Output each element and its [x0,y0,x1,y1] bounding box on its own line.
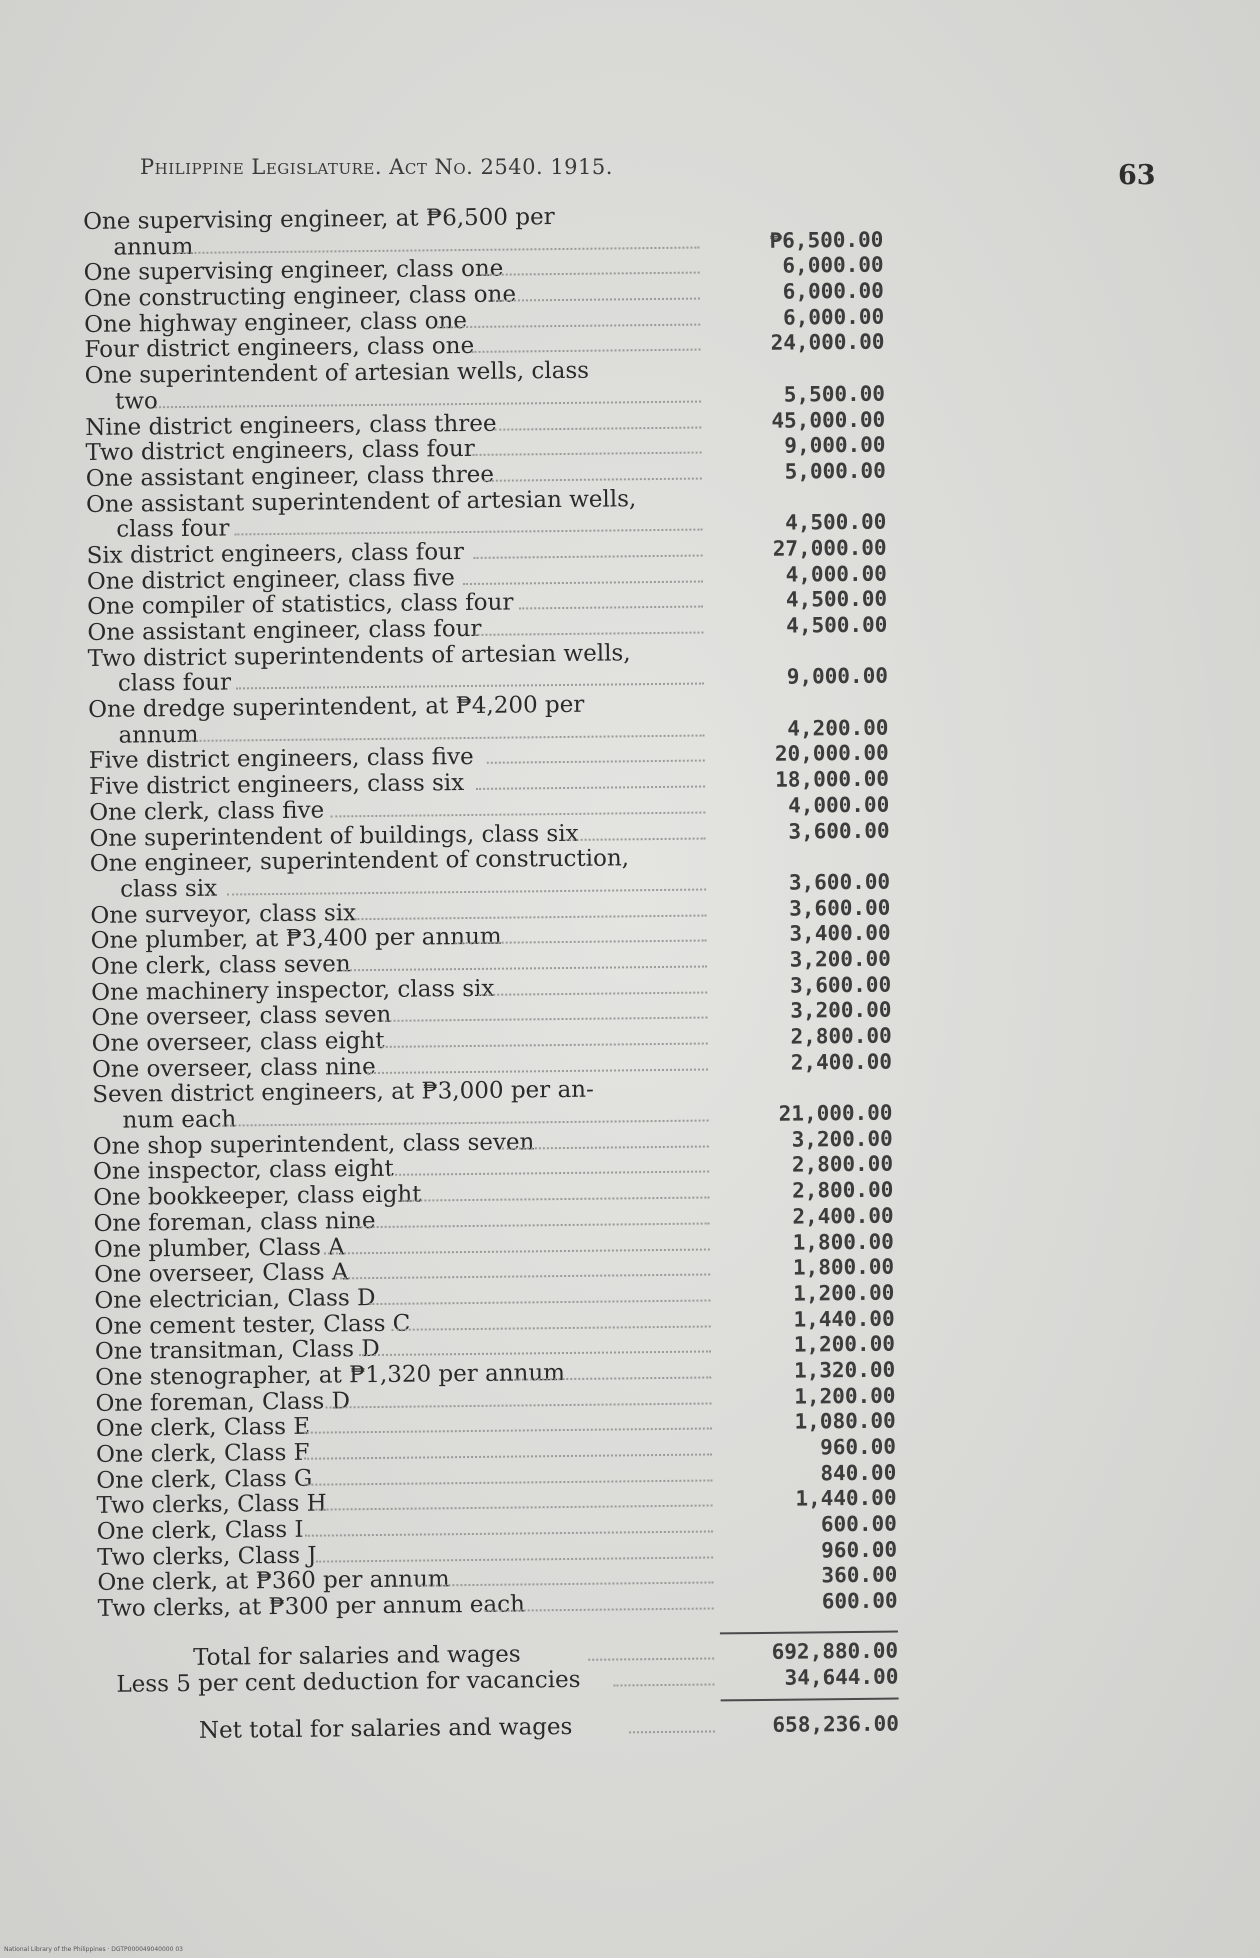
total-label: Total for salaries and wages [193,1641,521,1671]
salary-item-label: One stenographer, at ₱1,320 per annum [95,1359,566,1391]
salary-item-label: One clerk, at ₱360 per annum [97,1566,450,1597]
salary-item-amount: 960.00 [820,1434,897,1460]
salary-item-label: One inspector, class eight [92,1156,394,1186]
salary-item-label: One plumber, at ₱3,400 per annum [90,923,502,955]
salary-item-amount: 3,400.00 [789,920,891,946]
salary-item-label: One compiler of statistics, class four [87,589,514,621]
salary-item-label: Two district superintendents of artesian wells, [87,639,631,672]
salary-item-amount: 3,600.00 [789,972,892,998]
salary-item-label: class four [116,515,230,543]
salary-item-label: Five district engineers, class five [88,744,474,775]
salary-item-amount: 45,000.00 [771,407,886,433]
salary-item-amount: 1,320.00 [793,1357,896,1383]
dot-leader [155,400,701,408]
dot-leader [613,1683,714,1686]
salary-item-amount: 3,200.00 [790,997,892,1023]
salary-item-amount: 1,200.00 [794,1383,896,1409]
salary-item-label: One shop superintendent, class seven [92,1129,535,1160]
salary-item-amount: 3,600.00 [789,895,891,921]
dot-leader [324,1248,710,1254]
salary-item-label: class four [117,669,232,698]
salary-item-amount: 840.00 [820,1460,897,1486]
salary-item-label: One assistant superintendent of artesian wells, [85,485,637,518]
dot-leader [218,1120,708,1127]
dot-leader [482,272,700,276]
salary-item-label: Five district engineers, class six [88,770,465,801]
salary-item-label: One clerk, Class G [96,1465,313,1494]
salary-item-label: class six [119,875,218,903]
salary-item-amount: 2,800.00 [791,1152,894,1178]
dot-leader [315,1505,712,1511]
dot-leader [390,1171,709,1176]
salary-item-label: One superintendent of artesian wells, class [84,357,590,390]
salary-item-amount: 21,000.00 [778,1100,893,1126]
salary-item-label: One constructing engineer, class one [83,281,517,313]
salary-item-amount: 5,000.00 [784,458,886,484]
salary-item-amount: 2,800.00 [792,1177,894,1203]
dot-leader [326,1402,712,1408]
salary-item-amount: 1,200.00 [793,1331,896,1357]
dot-leader [378,1043,708,1048]
salary-item-label: One electrician, Class D [94,1284,376,1314]
dot-leader [369,1299,710,1305]
dot-leader [484,477,702,481]
deduction-amount: 34,644.00 [784,1664,899,1690]
net-total-amount: 658,236.00 [772,1711,900,1738]
archive-footer-note: National Library of the Philippines · DGTP000049040000 03 [4,1946,183,1953]
dot-leader [303,1428,711,1434]
salary-item-amount: ₱6,500.00 [769,227,884,253]
dot-leader [359,1351,711,1357]
dot-leader [378,1017,708,1022]
salary-item-label: One clerk, class five [89,797,325,826]
salary-item-label: One foreman, class nine [93,1207,376,1237]
salary-item-amount: 2,400.00 [792,1203,894,1229]
dot-leader [588,1657,714,1660]
subtotal-rule [720,1630,898,1634]
salary-item-label: One overseer, class eight [91,1027,385,1057]
salary-item-amount: 4,500.00 [786,612,888,638]
dot-leader [402,1197,710,1202]
salary-item-amount: 9,000.00 [784,432,886,458]
salary-item-label: One overseer, class nine [91,1053,376,1083]
dot-leader [566,837,706,840]
salary-item-amount: 3,600.00 [788,818,890,844]
salary-item-label: One clerk, class seven [90,951,351,980]
salary-item-label: One plumber, Class A [93,1233,345,1263]
salary-item-amount: 1,800.00 [792,1229,894,1255]
dot-leader [175,246,699,253]
salary-item-label: One clerk, Class I [96,1516,304,1545]
net-total-row [99,1712,899,1746]
page-number: 63 [1118,160,1156,191]
dot-leader [629,1731,715,1734]
salary-item-label: annum [118,721,199,749]
salary-item-label: One supervising engineer, class one [83,255,504,287]
salary-item-label: Two district engineers, class four [85,436,475,467]
deduction-label: Less 5 per cent deduction for vacancies [116,1666,581,1698]
salary-item-label: Nine district engineers, class three [85,410,497,441]
salary-item-amount: 3,600.00 [788,869,891,895]
salary-item-amount: 3,200.00 [789,946,892,972]
salary-item-amount: 960.00 [821,1537,898,1563]
salary-item-label: Two clerks, at ₱300 per annum each [97,1591,525,1623]
dot-leader [331,811,706,817]
salary-item-amount: 1,440.00 [795,1485,897,1511]
salary-item-label: Four district engineers, class one [84,333,475,364]
dot-leader [367,1068,708,1074]
salary-item-label: Seven district engineers, at ₱3,000 per an- [92,1077,594,1109]
salary-item-amount: 360.00 [821,1562,898,1588]
salary-item-amount: 20,000.00 [774,741,889,767]
salary-item-amount: 1,800.00 [792,1254,895,1280]
dot-leader [227,888,706,895]
salary-item-amount: 1,200.00 [793,1280,895,1306]
dot-leader [335,1274,710,1280]
salary-item-label: One assistant engineer, class four [87,615,482,646]
salary-item-amount: 9,000.00 [786,663,889,690]
salary-item-amount: 1,080.00 [794,1408,896,1434]
dot-leader [437,323,700,328]
salary-item-amount: 4,000.00 [785,561,887,587]
total-amount: 692,880.00 [771,1638,899,1664]
salary-item-label: num each [122,1106,237,1134]
salary-item-label: One superintendent of buildings, class six [89,820,579,852]
dot-leader [471,349,700,353]
salary-item-label: annum [113,233,194,261]
salary-item-label: One overseer, Class A [94,1259,349,1289]
salary-item-label: One cement tester, Class C [94,1310,411,1340]
salary-item-label: One surveyor, class six [90,899,357,929]
dot-leader [473,554,702,558]
salary-item-label: Two clerks, Class J [96,1542,317,1571]
net-rule [721,1698,899,1702]
dot-leader [417,1582,713,1587]
salary-item-label: Six district engineers, class four [86,538,465,569]
dot-leader [474,632,703,636]
salary-item-label: One foreman, Class D [95,1387,351,1417]
salary-item-amount: 1,440.00 [793,1306,895,1332]
dot-leader [304,1453,712,1459]
dot-leader [304,1479,712,1485]
salary-item-label: One dredge superintendent, at ₱4,200 per [88,691,585,724]
salary-item-amount: 2,800.00 [790,1023,892,1049]
salary-item-amount: 600.00 [821,1588,898,1614]
dot-leader [519,606,703,610]
dot-leader [354,914,706,920]
dot-leader [181,734,705,741]
dot-leader [316,1556,713,1562]
salary-item-label: Two clerks, Class H [96,1490,327,1520]
dot-leader [236,683,704,690]
dot-leader [357,1222,709,1228]
salary-item-amount: 2,400.00 [790,1049,893,1075]
salary-item-label: One bookkeeper, class eight [93,1181,422,1212]
salary-item-label: One overseer, class seven [91,1002,392,1032]
salary-item-label: One clerk, Class F [95,1439,310,1468]
salary-item-amount: 18,000.00 [775,766,890,792]
dot-leader [463,580,703,585]
dot-leader [304,1531,712,1537]
salary-item-amount: 3,200.00 [791,1126,893,1152]
dot-leader [478,991,707,995]
dot-leader [487,760,705,764]
salary-item-label: One machinery inspector, class six [91,975,495,1006]
salary-item-amount: 4,000.00 [787,792,890,818]
salary-item-amount: 27,000.00 [772,535,887,561]
dot-leader [476,786,705,790]
salary-item-amount: 6,000.00 [782,252,884,279]
salary-item-label: One district engineer, class five [86,564,455,595]
salary-item-amount: 4,500.00 [785,509,887,535]
salary-item-amount: 4,500.00 [785,586,888,612]
salary-item-amount: 6,000.00 [782,278,885,304]
salary-item-label: One assistant engineer, class three [85,461,495,492]
salary-item-label: One supervising engineer, at ₱6,500 per [82,204,555,235]
dot-leader [493,298,700,302]
dot-leader [392,1325,711,1330]
running-head: Philippine Legislature. Act No. 2540. 1915. [140,155,613,179]
dot-leader [343,965,707,971]
salary-item-amount: 4,200.00 [787,715,889,741]
salary-item-label: two [114,388,158,415]
dot-leader [472,452,701,456]
salary-item-amount: 600.00 [820,1511,897,1537]
salary-item-amount: 5,500.00 [783,381,886,407]
salary-ledger [83,202,899,1746]
salary-item-list [83,202,898,1623]
salary-item-label: One transitman, Class D [94,1336,380,1366]
net-total-label: Net total for salaries and wages [198,1714,573,1745]
salary-item-label: One highway engineer, class one [84,307,468,338]
salary-item-amount: 24,000.00 [770,330,885,356]
dot-leader [494,426,701,430]
salary-item-label: One clerk, Class E [95,1414,311,1443]
dot-leader [234,529,702,536]
salary-item-label: One engineer, superintendent of construction, [89,845,630,878]
salary-item-amount: 6,000.00 [782,304,885,330]
